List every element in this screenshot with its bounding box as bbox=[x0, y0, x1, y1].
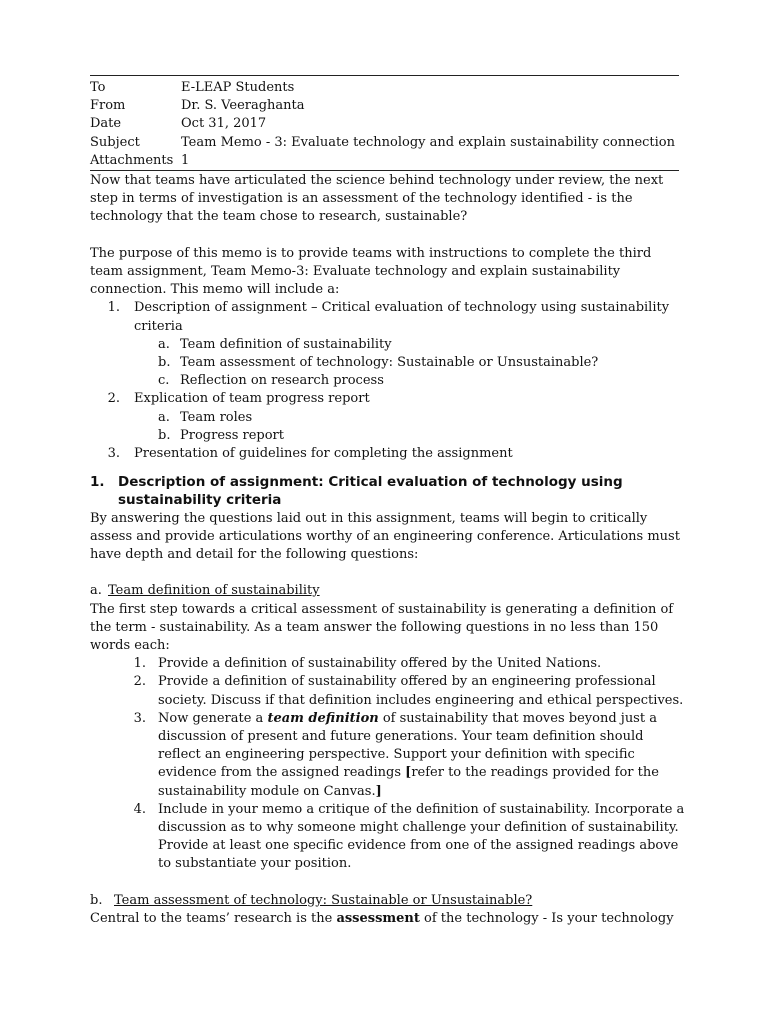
question-text-pre: Now generate a bbox=[158, 710, 268, 726]
question-number: 2. bbox=[133, 674, 146, 690]
subsection-letter: a. bbox=[90, 583, 102, 599]
question-item bbox=[90, 710, 685, 801]
question-text: Include in your memo a critique of the definition of sustainability. Incorporate a discussion as to why someone might challenge your definition of sustainability. Provide at least one specific evidence from one of the assigned readings above to substantiate your position. bbox=[158, 801, 685, 872]
outline-subitem bbox=[90, 336, 685, 354]
question-text bbox=[158, 710, 685, 801]
subsection-b-intro-bold: assessment bbox=[336, 911, 420, 927]
subsection-b-heading bbox=[90, 892, 685, 910]
outline-subitem bbox=[90, 372, 685, 390]
outline-letter: a. bbox=[158, 336, 170, 352]
header-top-rule bbox=[90, 75, 679, 76]
outline-number: 1. bbox=[107, 300, 120, 316]
bracket-open: [ bbox=[405, 765, 412, 781]
outline-subitem bbox=[90, 427, 685, 445]
outline-letter: b. bbox=[158, 427, 171, 443]
section-number: 1. bbox=[90, 474, 105, 491]
question-item bbox=[90, 655, 685, 673]
outline-item bbox=[90, 299, 685, 335]
intro-paragraph-2: The purpose of this memo is to provide teams with instructions to complete the third team assignment, Team Memo-3: Evaluate technology and explain sustainability connection. This memo will include a: bbox=[90, 245, 652, 298]
outline-subtext: Team definition of sustainability bbox=[180, 336, 392, 352]
header-label: Date bbox=[90, 116, 122, 132]
subsection-b-intro-post: of the technology - Is your technology bbox=[419, 911, 674, 927]
bracket-close: ] bbox=[375, 783, 382, 799]
subsection-a-intro: The first step towards a critical assessment of sustainability is generating a definition of the term - sustainability. As a team answer the following questions in no less than 150 words each: bbox=[90, 601, 674, 654]
intro-paragraph-1: Now that teams have articulated the science behind technology under review, the next step in terms of investigation is an assessment of the technology identified - is the technology that the team chose to research, sustainable? bbox=[90, 173, 664, 225]
outline-text: Presentation of guidelines for completing the assignment bbox=[134, 446, 513, 462]
outline-subitem bbox=[90, 354, 685, 372]
question-number: 1. bbox=[133, 656, 146, 672]
outline-letter: c. bbox=[158, 373, 170, 389]
header-value: Oct 31, 2017 bbox=[181, 116, 267, 132]
outline-item bbox=[90, 445, 685, 463]
outline-list bbox=[90, 299, 685, 463]
section-heading bbox=[90, 473, 685, 509]
outline-subtext: Team roles bbox=[180, 409, 253, 425]
header-row-subject bbox=[90, 134, 679, 152]
header-bottom-rule bbox=[90, 170, 679, 171]
subsection-title: Team assessment of technology: Sustainable or Unsustainable? bbox=[114, 892, 533, 908]
question-text-post: of sustainability that moves beyond just a discussion of present and future generations. Your team definition should reflect an engineering perspective. Support your definition with specific evidence from the assigned readings bbox=[158, 710, 657, 781]
outline-item bbox=[90, 390, 685, 408]
question-number: 3. bbox=[133, 710, 146, 726]
outline-subtext: Team assessment of technology: Sustainable or Unsustainable? bbox=[180, 355, 599, 371]
memo-header bbox=[90, 79, 679, 170]
outline-subtext: Reflection on research process bbox=[180, 373, 384, 389]
header-row-date bbox=[90, 115, 679, 133]
bracket-text: refer to the readings provided for the sustainability module on Canvas. bbox=[158, 765, 659, 799]
header-value: E-LEAP Students bbox=[181, 80, 295, 95]
header-row-from bbox=[90, 97, 679, 115]
question-number: 4. bbox=[133, 801, 146, 817]
outline-text: Description of assignment – Critical evaluation of technology using sustainability criteria bbox=[134, 300, 670, 334]
header-row-to bbox=[90, 79, 679, 97]
subsection-b-intro-pre: Central to the teams’ research is the bbox=[90, 911, 337, 927]
header-label: Subject bbox=[90, 134, 140, 150]
subsection-letter: b. bbox=[90, 892, 103, 908]
header-label: Attachments bbox=[90, 152, 174, 168]
outline-letter: b. bbox=[158, 355, 171, 371]
outline-text: Explication of team progress report bbox=[134, 391, 370, 407]
header-value: Team Memo - 3: Evaluate technology and explain sustainability connection bbox=[181, 134, 675, 150]
memo-body bbox=[90, 172, 685, 928]
question-item bbox=[90, 801, 685, 874]
outline-number: 2. bbox=[107, 391, 120, 407]
header-row-attachments bbox=[90, 152, 679, 170]
header-label: From bbox=[90, 98, 126, 114]
questions-list bbox=[90, 655, 685, 873]
subsection-b-intro bbox=[90, 910, 685, 928]
question-item bbox=[90, 673, 685, 709]
question-text: Provide a definition of sustainability offered by an engineering professional society. Discuss if that definition includes engineering and ethical perspectives. bbox=[158, 674, 684, 708]
outline-number: 3. bbox=[107, 446, 120, 462]
header-value: 1 bbox=[181, 152, 190, 168]
outline-subitem bbox=[90, 409, 685, 427]
outline-subtext: Progress report bbox=[180, 427, 284, 443]
section-title: Description of assignment: Critical evaluation of technology using sustainability criteria bbox=[118, 474, 623, 509]
subsection-title: Team definition of sustainability bbox=[108, 583, 320, 599]
section-intro: By answering the questions laid out in this assignment, teams will begin to critically assess and provide articulations worthy of an engineering conference. Articulations must have depth and detail for the following questions: bbox=[90, 510, 680, 563]
header-value: Dr. S. Veeraghanta bbox=[181, 98, 305, 114]
outline-letter: a. bbox=[158, 409, 170, 425]
emphasis-team-definition: team definition bbox=[267, 710, 379, 726]
subsection-a-heading bbox=[90, 582, 685, 600]
header-label: To bbox=[90, 80, 106, 95]
question-text: Provide a definition of sustainability offered by the United Nations. bbox=[158, 656, 602, 672]
